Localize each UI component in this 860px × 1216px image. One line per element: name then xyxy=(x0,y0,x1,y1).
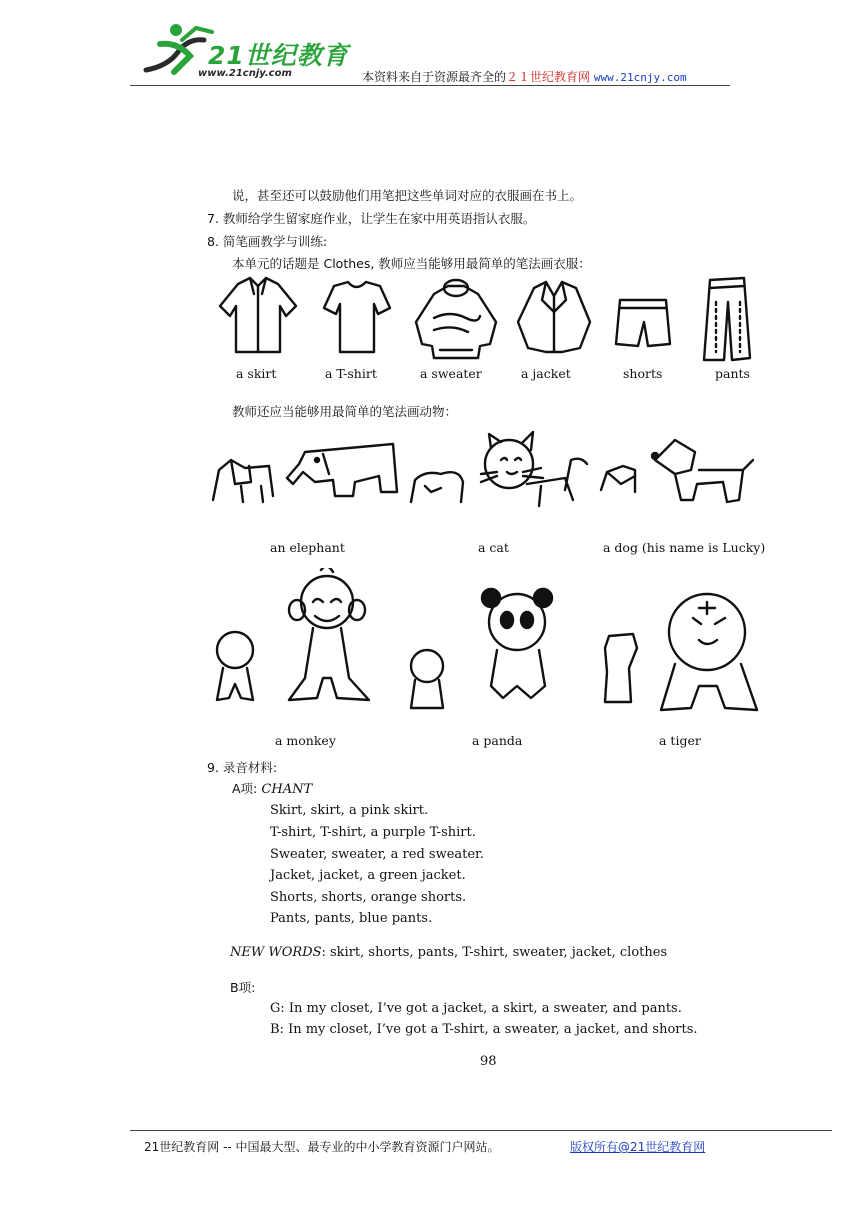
page-number: 98 xyxy=(480,1054,497,1069)
text-continuation: 说，甚至还可以鼓励他们用笔把这些单词对应的衣服画在书上。 xyxy=(232,188,583,203)
animal-drawings-row1 xyxy=(205,430,775,520)
new-words-line xyxy=(230,945,667,961)
caption-shorts: shorts xyxy=(623,366,663,381)
pants-drawing xyxy=(704,278,750,360)
caption-jacket: a jacket xyxy=(521,366,571,381)
caption-skirt: a skirt xyxy=(236,366,277,381)
chant-line-5: Shorts, shorts, orange shorts. xyxy=(270,890,467,905)
dog-drawing xyxy=(652,440,753,502)
tiger-sketch-small xyxy=(605,634,637,702)
clothes-drawings xyxy=(210,272,770,367)
part-a-heading xyxy=(232,781,312,798)
cat-drawing xyxy=(481,432,587,506)
header-divider xyxy=(130,85,730,86)
logo-url: www.21cnjy.com xyxy=(198,68,292,79)
caption-cat: a cat xyxy=(478,540,509,555)
caption-tiger: a tiger xyxy=(659,733,701,748)
footer-tagline: 21世纪教育网 -- 中国最大型、最专业的中小学教育资源门户网站。 xyxy=(144,1140,500,1154)
item-8-subtitle: 本单元的话题是 Clothes, 教师应当能够用最简单的笔法画衣服： xyxy=(232,256,591,271)
elephant-sketch-small xyxy=(213,460,273,502)
part-a-label: A项: xyxy=(232,781,258,796)
tshirt-drawing xyxy=(324,282,390,352)
sweater-drawing xyxy=(416,280,496,358)
header-source-prefix: 本资料来自于资源最齐全的 xyxy=(362,70,507,84)
elephant-sketch-mini xyxy=(411,472,463,502)
tiger-drawing xyxy=(661,594,757,710)
logo-wordmark: 21世纪教育 xyxy=(208,41,349,70)
item-7: 7. 教师给学生留家庭作业，让学生在家中用英语指认衣服。 xyxy=(207,211,536,226)
chant-line-3: Sweater, sweater, a red sweater. xyxy=(270,847,484,862)
footer-copyright-link[interactable]: 版权所有@21世纪教育网 xyxy=(570,1140,706,1154)
footer-divider xyxy=(130,1130,832,1131)
caption-monkey: a monkey xyxy=(275,733,336,748)
header-source-note xyxy=(362,68,687,85)
caption-sweater: a sweater xyxy=(420,366,482,381)
caption-dog: a dog (his name is Lucky) xyxy=(603,540,766,555)
dialogue-line-g: G: In my closet, I’ve got a jacket, a skirt, a sweater, and pants. xyxy=(270,1001,682,1016)
panda-drawing xyxy=(482,589,552,698)
item-9: 9. 录音材料: xyxy=(207,760,278,775)
animals-intro: 教师还应当能够用最简单的笔法画动物： xyxy=(232,404,458,419)
item-8: 8. 简笔画教学与训练: xyxy=(207,234,328,249)
panda-sketch-small xyxy=(411,650,443,708)
shorts-drawing xyxy=(616,300,670,346)
part-b-label: B项: xyxy=(230,980,256,995)
animal-drawings-row2 xyxy=(205,568,775,718)
monkey-drawing xyxy=(289,568,369,700)
chant-line-6: Pants, pants, blue pants. xyxy=(270,911,433,926)
elephant-drawing xyxy=(287,444,397,496)
part-a-title: CHANT xyxy=(261,782,313,797)
chant-line-4: Jacket, jacket, a green jacket. xyxy=(270,868,466,883)
caption-tshirt: a T-shirt xyxy=(325,366,377,381)
caption-pants: pants xyxy=(715,366,750,381)
dog-sketch-small xyxy=(601,466,635,492)
caption-elephant: an elephant xyxy=(270,540,345,555)
shirt-drawing xyxy=(220,278,296,352)
dialogue-line-b: B: In my closet, I’ve got a T-shirt, a sweater, a jacket, and shorts. xyxy=(270,1022,698,1037)
chant-line-1: Skirt, skirt, a pink skirt. xyxy=(270,803,429,818)
new-words-list: : skirt, shorts, pants, T-shirt, sweater, jacket, clothes xyxy=(321,945,668,960)
header-url-link[interactable]: www.21cnjy.com xyxy=(593,71,687,84)
caption-panda: a panda xyxy=(472,733,523,748)
header-brand-link[interactable]: ２１世纪教育网 xyxy=(506,70,591,84)
jacket-drawing xyxy=(518,282,590,352)
new-words-label: NEW WORDS xyxy=(230,945,322,960)
chant-line-2: T-shirt, T-shirt, a purple T-shirt. xyxy=(270,825,476,840)
monkey-sketch-small xyxy=(217,632,253,700)
